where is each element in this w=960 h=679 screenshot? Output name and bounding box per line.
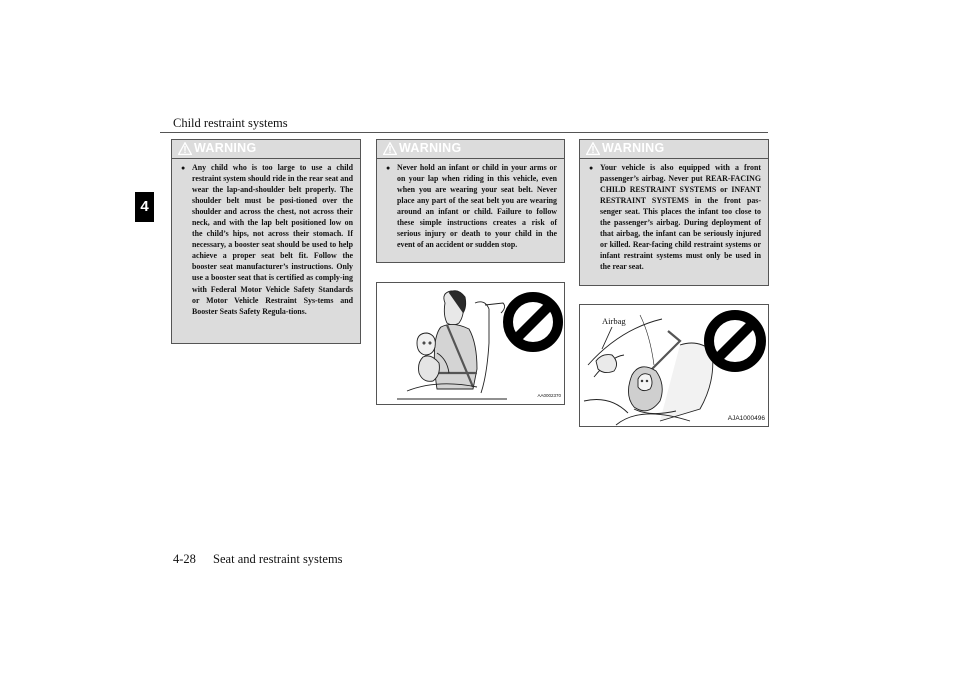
figure-code: AA0002370 xyxy=(537,393,561,398)
bullet-icon: ● xyxy=(589,164,594,172)
warning-header xyxy=(172,140,360,159)
warning-text-content: Your vehicle is also equipped with a front passenger’s airbag. Never put REAR-FACING CHILD RESTRAINT SYSTEMS or INFANT RESTRAINT SYSTEMS in the front pas-senger seat. This places the infant too close to the passenger’s airbag. During deployment of that airbag, the infant can be seriously injured or killed. Rear-facing child restraint systems or infant restraint systems must only be used in the rear seat. xyxy=(600,163,761,272)
footer xyxy=(173,552,357,567)
warning-text-content: Never hold an infant or child in your arms or on your lap when riding in this vehicle, even when you are wearing your seat belt. Never place any part of the seat belt you are wearing around an infant or child. Failure to follow these simple instructions creates a risk of serious injury or death to your child in the event of an accident or sudden stop. xyxy=(397,163,557,250)
warning-label: WARNING xyxy=(399,141,462,155)
warning-text xyxy=(580,159,768,276)
warning-header xyxy=(580,140,768,159)
bullet-icon: ● xyxy=(386,164,391,172)
warning-triangle-icon xyxy=(383,142,397,155)
warning-label: WARNING xyxy=(194,141,257,155)
warning-text xyxy=(172,159,360,321)
figure-airbag-rear-facing xyxy=(579,304,769,427)
header-rule xyxy=(160,132,768,133)
page-number: 4-28 xyxy=(173,552,196,566)
airbag-callout-label: Airbag xyxy=(602,316,626,326)
figure-holding-child xyxy=(376,282,565,405)
warning-text xyxy=(377,159,564,254)
prohibition-icon xyxy=(502,291,564,353)
figure-code: AJA1000496 xyxy=(727,415,765,422)
prohibition-icon xyxy=(703,309,767,373)
bullet-icon: ● xyxy=(181,164,186,172)
warning-triangle-icon xyxy=(586,142,600,155)
warning-triangle-icon xyxy=(178,142,192,155)
warning-box-child-size xyxy=(171,139,361,344)
warning-box-hold-infant xyxy=(376,139,565,263)
warning-header xyxy=(377,140,564,159)
header-title: Child restraint systems xyxy=(173,116,288,130)
warning-text-content: Any child who is too large to use a child restraint system should ride in the rear seat and wear the lap-and-shoulder belt properly. The shoulder belt must be posi-tioned over the shoulder and across the chest, not across their neck, and with the lap belt positioned low on the child’s hips, not across their stomach. If necessary, a booster seat should be used to help achieve a proper seat belt fit. Follow the booster seat manufacturer’s instructions. Only use a booster seat that is certified as comply-ing with Federal Motor Vehicle Safety Standards or Motor Vehicle Restraint Sys-tems and Booster Seats Safety Regula-tions. xyxy=(192,163,353,316)
chapter-tab: 4 xyxy=(135,192,154,222)
warning-box-front-airbag xyxy=(579,139,769,286)
footer-section-title: Seat and restraint systems xyxy=(213,552,343,566)
warning-label: WARNING xyxy=(602,141,665,155)
